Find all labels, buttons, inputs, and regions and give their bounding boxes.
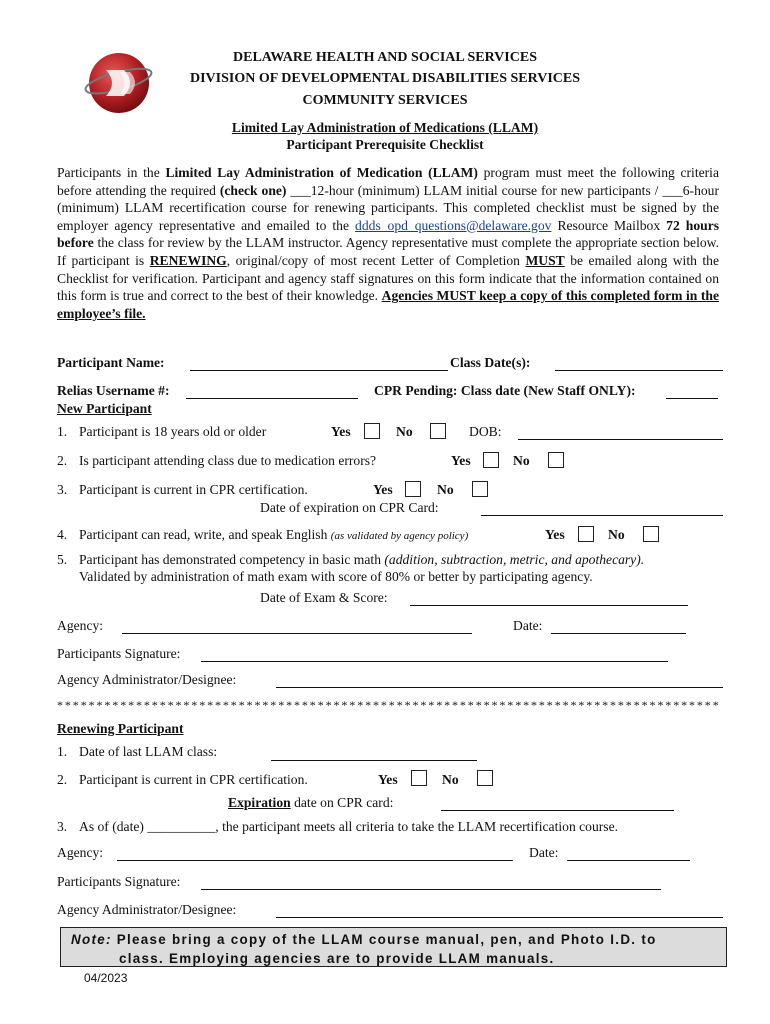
q1-number: 1. — [57, 424, 68, 439]
q4-yes-checkbox[interactable] — [578, 526, 594, 542]
r-q2-number: 2. — [57, 772, 68, 787]
q4-no-checkbox[interactable] — [643, 526, 659, 542]
last-class-field[interactable] — [271, 760, 477, 761]
cpr-pending-field[interactable] — [666, 398, 718, 399]
q5-text-line2: Validated by administration of math exam with score of 80% or better by participating agency. — [79, 569, 593, 584]
form-title: Limited Lay Administration of Medications (LLAM) — [231, 120, 539, 135]
r-admin-field[interactable] — [276, 917, 723, 918]
r-signature-field[interactable] — [201, 889, 661, 890]
r-q2-text: Participant is current in CPR certification. — [79, 772, 308, 787]
agency-label: Agency: — [57, 618, 104, 633]
relias-field[interactable] — [186, 398, 358, 399]
exam-field[interactable] — [410, 605, 688, 606]
r-agency-field[interactable] — [117, 860, 513, 861]
cpr-pending-label: CPR Pending: Class date (New Staff ONLY): — [374, 383, 636, 398]
admin-label: Agency Administrator/Designee: — [57, 672, 237, 687]
note-label: Note: — [71, 932, 112, 947]
q3-yes-checkbox[interactable] — [405, 481, 421, 497]
section-name: COMMUNITY SERVICES — [302, 93, 468, 108]
q3-text: Participant is current in CPR certification. — [79, 482, 308, 497]
date-field[interactable] — [551, 633, 686, 634]
r-q1-number: 1. — [57, 744, 68, 759]
r-date-label: Date: — [529, 845, 559, 860]
r-expiration-field[interactable] — [441, 810, 674, 811]
division-name: DIVISION OF DEVELOPMENTAL DISABILITIES SERVICES — [189, 71, 581, 86]
q4-yes-label: Yes — [545, 527, 565, 542]
q2-number: 2. — [57, 453, 68, 468]
renewing-heading: Renewing Participant — [57, 721, 184, 736]
q4-number: 4. — [57, 527, 68, 542]
date-label: Date: — [513, 618, 543, 633]
q4-text: Participant can read, write, and speak English (as validated by agency policy) — [79, 527, 469, 542]
r-expiration-label: Expiration date on CPR card: — [228, 795, 394, 810]
dob-label: DOB: — [469, 424, 502, 439]
r-q2-no-label: No — [442, 772, 459, 787]
r-q2-yes-label: Yes — [378, 772, 398, 787]
q2-yes-label: Yes — [451, 453, 471, 468]
q1-yes-label: Yes — [331, 424, 351, 439]
r-admin-label: Agency Administrator/Designee: — [57, 902, 237, 917]
class-dates-field[interactable] — [555, 370, 723, 371]
class-dates-label: Class Date(s): — [450, 355, 531, 370]
q1-text: Participant is 18 years old or older — [79, 424, 267, 439]
r-q2-yes-checkbox[interactable] — [411, 770, 427, 786]
r-agency-label: Agency: — [57, 845, 104, 860]
new-participant-heading: New Participant — [57, 401, 152, 416]
note-text-1: Please bring a copy of the LLAM course manual, pen, and Photo I.D. to — [111, 932, 657, 947]
r-signature-label: Participants Signature: — [57, 874, 181, 889]
cpr-expiration-label: Date of expiration on CPR Card: — [260, 500, 439, 515]
q3-no-label: No — [437, 482, 454, 497]
cpr-expiration-field[interactable] — [481, 515, 723, 516]
q3-number: 3. — [57, 482, 68, 497]
admin-field[interactable] — [276, 687, 723, 688]
exam-label: Date of Exam & Score: — [260, 590, 388, 605]
form-subtitle: Participant Prerequisite Checklist — [286, 137, 484, 152]
q3-no-checkbox[interactable] — [472, 481, 488, 497]
q2-text: Is participant attending class due to medication errors? — [79, 453, 377, 468]
signature-field[interactable] — [201, 661, 668, 662]
q1-yes-checkbox[interactable] — [364, 423, 380, 439]
revision-date: 04/2023 — [84, 971, 128, 985]
agency-field[interactable] — [122, 633, 472, 634]
q2-no-label: No — [513, 453, 530, 468]
participant-name-field[interactable] — [190, 370, 448, 371]
q3-yes-label: Yes — [373, 482, 393, 497]
r-q3-text: As of (date) __________, the participant meets all criteria to take the LLAM recertification course. — [79, 819, 619, 834]
q5-number: 5. — [57, 552, 68, 567]
note-box — [60, 927, 727, 967]
section-divider: ************************************************************************************ — [57, 698, 721, 712]
signature-label: Participants Signature: — [57, 646, 181, 661]
participant-name-label: Participant Name: — [57, 355, 165, 370]
relias-label: Relias Username #: — [57, 383, 170, 398]
dob-field[interactable] — [518, 439, 723, 440]
email-link[interactable]: ddds_opd_questions@delaware.gov — [355, 217, 552, 233]
r-q3-number: 3. — [57, 819, 68, 834]
r-q2-no-checkbox[interactable] — [477, 770, 493, 786]
q2-yes-checkbox[interactable] — [483, 452, 499, 468]
q4-no-label: No — [608, 527, 625, 542]
q2-no-checkbox[interactable] — [548, 452, 564, 468]
agency-name: DELAWARE HEALTH AND SOCIAL SERVICES — [233, 50, 537, 65]
note-text-2: class. Employing agencies are to provide LLAM manuals. — [119, 951, 555, 966]
r-date-field[interactable] — [567, 860, 690, 861]
q1-no-checkbox[interactable] — [430, 423, 446, 439]
q5-text: Participant has demonstrated competency in basic math (addition, subtraction, metric, and apothecary). — [79, 552, 645, 567]
q1-no-label: No — [396, 424, 413, 439]
r-q1-text: Date of last LLAM class: — [79, 744, 218, 759]
intro-paragraph: Participants in the Limited Lay Administration of Medication (LLAM) program must meet the following criteria before attending the required (check one) ___12-hour (minimum) LLAM initial course for new participants / ___6-hour (minimum) LLAM recertification course for renewing participants. This completed checklist must be signed by the employer agency representative and emailed to the ddds_opd_questions@delaware.gov Resource Mailbox 72 hours before the class for review by the LLAM instructor. Agency representative must complete the appropriate section below. If participant is RENEWING, original/copy of most recent Letter of Completion MUST be emailed along with the Checklist for verification. Participant and agency staff signatures on this form indicate that the information contained on this form is true and correct to the best of their knowledge. Agencies MUST keep a copy of this completed form in the employee’s file. — [57, 165, 720, 321]
